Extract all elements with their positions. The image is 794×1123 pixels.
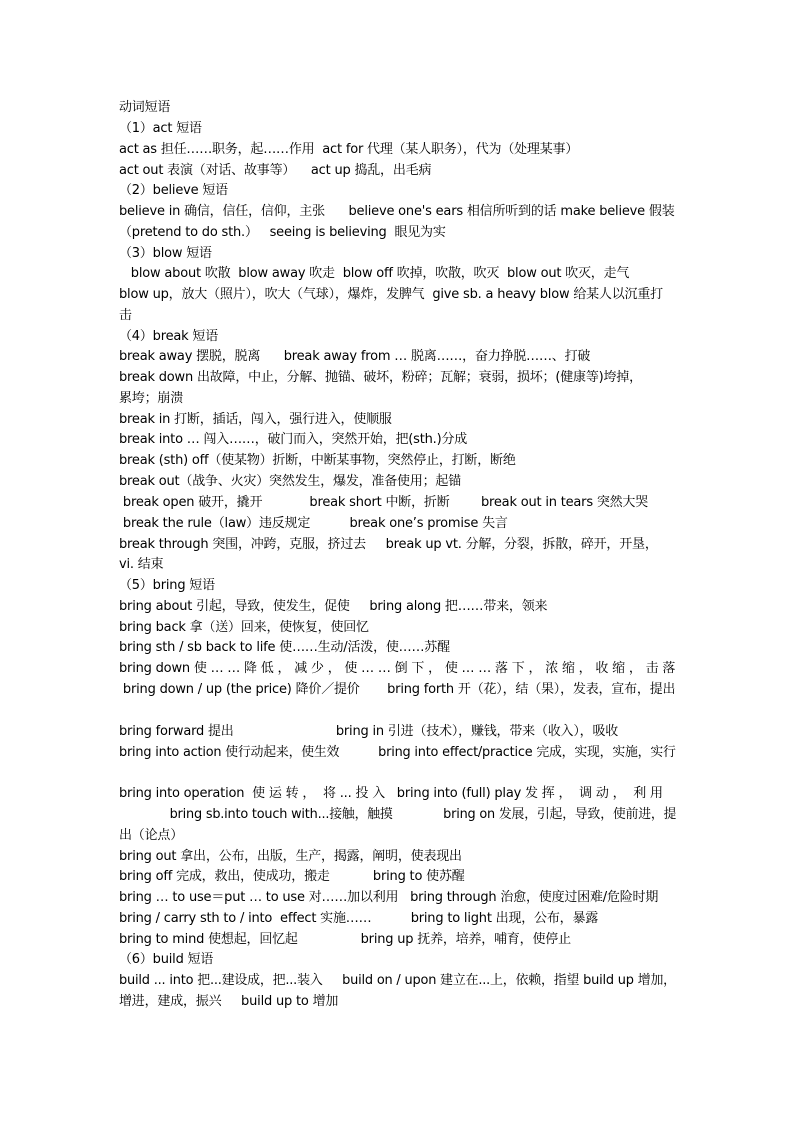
text-line: break through 突围，冲跨，克服，挤过去 break up vt. 分解，分裂，拆散，碎开，开垦， [119,537,658,552]
text-line: blow about 吹散 blow away 吹走 blow off 吹掉，吹散，吹灭 blow out 吹灭，走气 [119,266,630,281]
text-line: bring out 拿出，公布，出版，生产，揭露，阐明，使表现出 [119,849,462,864]
text-line: bring / carry sth to / into effect 实施…… bring to light 出现，公布，暴露 [119,911,599,926]
text-line: bring back 拿（送）回来，使恢复，使回忆 [119,620,369,635]
text-line: bring sth / sb back to life 使……生动/活泼，使……苏醒 [119,640,450,655]
text-line: break away 摆脱，脱离 break away from … 脱离……，奋力挣脱……、打破 [119,349,591,364]
text-line: （pretend to do sth.） seeing is believing 眼见为实 [119,225,446,240]
section-heading: （4）break 短语 [119,329,219,344]
text-line: break (sth) off（使某物）折断，中断某事物，突然停止，打断，断绝 [119,453,516,468]
text-line: vi. 结束 [119,557,164,572]
text-line: bring forward 提出 bring in 引进（技术），赚钱，带来（收入），吸收 [119,724,619,739]
text-line: 出（论点） [119,828,184,843]
text-line: bring … to use＝put … to use 对……加以利用 bring through 治愈，使度过困难/危险时期 [119,890,659,905]
text-line: break the rule（law）违反规定 break one’s promise 失言 [119,516,508,531]
text-line: bring down 使 … … 降 低 ， 减 少 ， 使 … … 倒 下 ， 使 … … 落 下 ， 浓 缩 ， 收 缩 ， 击 落 [119,661,676,676]
text-line: break out（战争、火灾）突然发生，爆发，准备使用；起锚 [119,474,462,489]
section-heading: （2）believe 短语 [119,183,228,198]
text-line: break down 出故障，中止，分解、抛锚、破坏，粉碎；瓦解；衰弱，损坏；(健康等)垮掉， [119,370,642,385]
text-line: act as 担任……职务，起……作用 act for 代理（某人职务），代为（处理某事） [119,142,579,157]
text-line: 击 [119,308,132,323]
text-line: blow up，放大（照片），吹大（气球），爆炸，发脾气 give sb. a heavy blow 给某人以沉重打 [119,287,663,302]
text-line: act out 表演（对话、故事等） act up 捣乱，出毛病 [119,163,432,178]
doc-title: 动词短语 [119,100,171,115]
text-line: break into … 闯入……，破门而入，突然开始，把(sth.)分成 [119,432,468,447]
text-line: bring sb.into touch with...接触，触摸 bring on 发展，引起，导致，使前进，提 [119,807,677,822]
text-line: 累垮；崩溃 [119,391,184,406]
section-heading: （5）bring 短语 [119,578,215,593]
text-line: 增进，建成，振兴 build up to 增加 [119,994,339,1009]
text-line: bring off 完成，救出，使成功，搬走 bring to 使苏醒 [119,869,465,884]
text-line: bring down / up (the price) 降价／提价 bring forth 开（花），结（果），发表，宣布，提出 [119,682,676,697]
section-heading: （1）act 短语 [119,121,202,136]
section-heading: （3）blow 短语 [119,246,212,261]
text-line: bring to mind 使想起，回忆起 bring up 抚养，培养，哺育，使停止 [119,932,571,947]
text-line: break in 打断，插话，闯入，强行进入，使顺服 [119,412,392,427]
text-line: bring about 引起，导致，使发生，促使 bring along 把……带来，领来 [119,599,548,614]
text-line: bring into action 使行动起来，使生效 bring into effect/practice 完成，实现，实施，实行 [119,745,676,760]
text-line: bring into operation 使 运 转 ， 将 ... 投 入 bring into (full) play 发 挥 ， 调 动 ， 利 用 [119,786,663,801]
text-line: break open 破开，撬开 break short 中断，折断 break out in tears 突然大哭 [119,495,649,510]
text-line: believe in 确信，信任，信仰，主张 believe one's ears 相信所听到的话 make believe 假装 [119,204,675,219]
section-heading: （6）build 短语 [119,952,214,967]
text-line: build ... into 把...建设成，把...装入 build on / upon 建立在...上，依赖，指望 build up 增加， [119,973,676,988]
